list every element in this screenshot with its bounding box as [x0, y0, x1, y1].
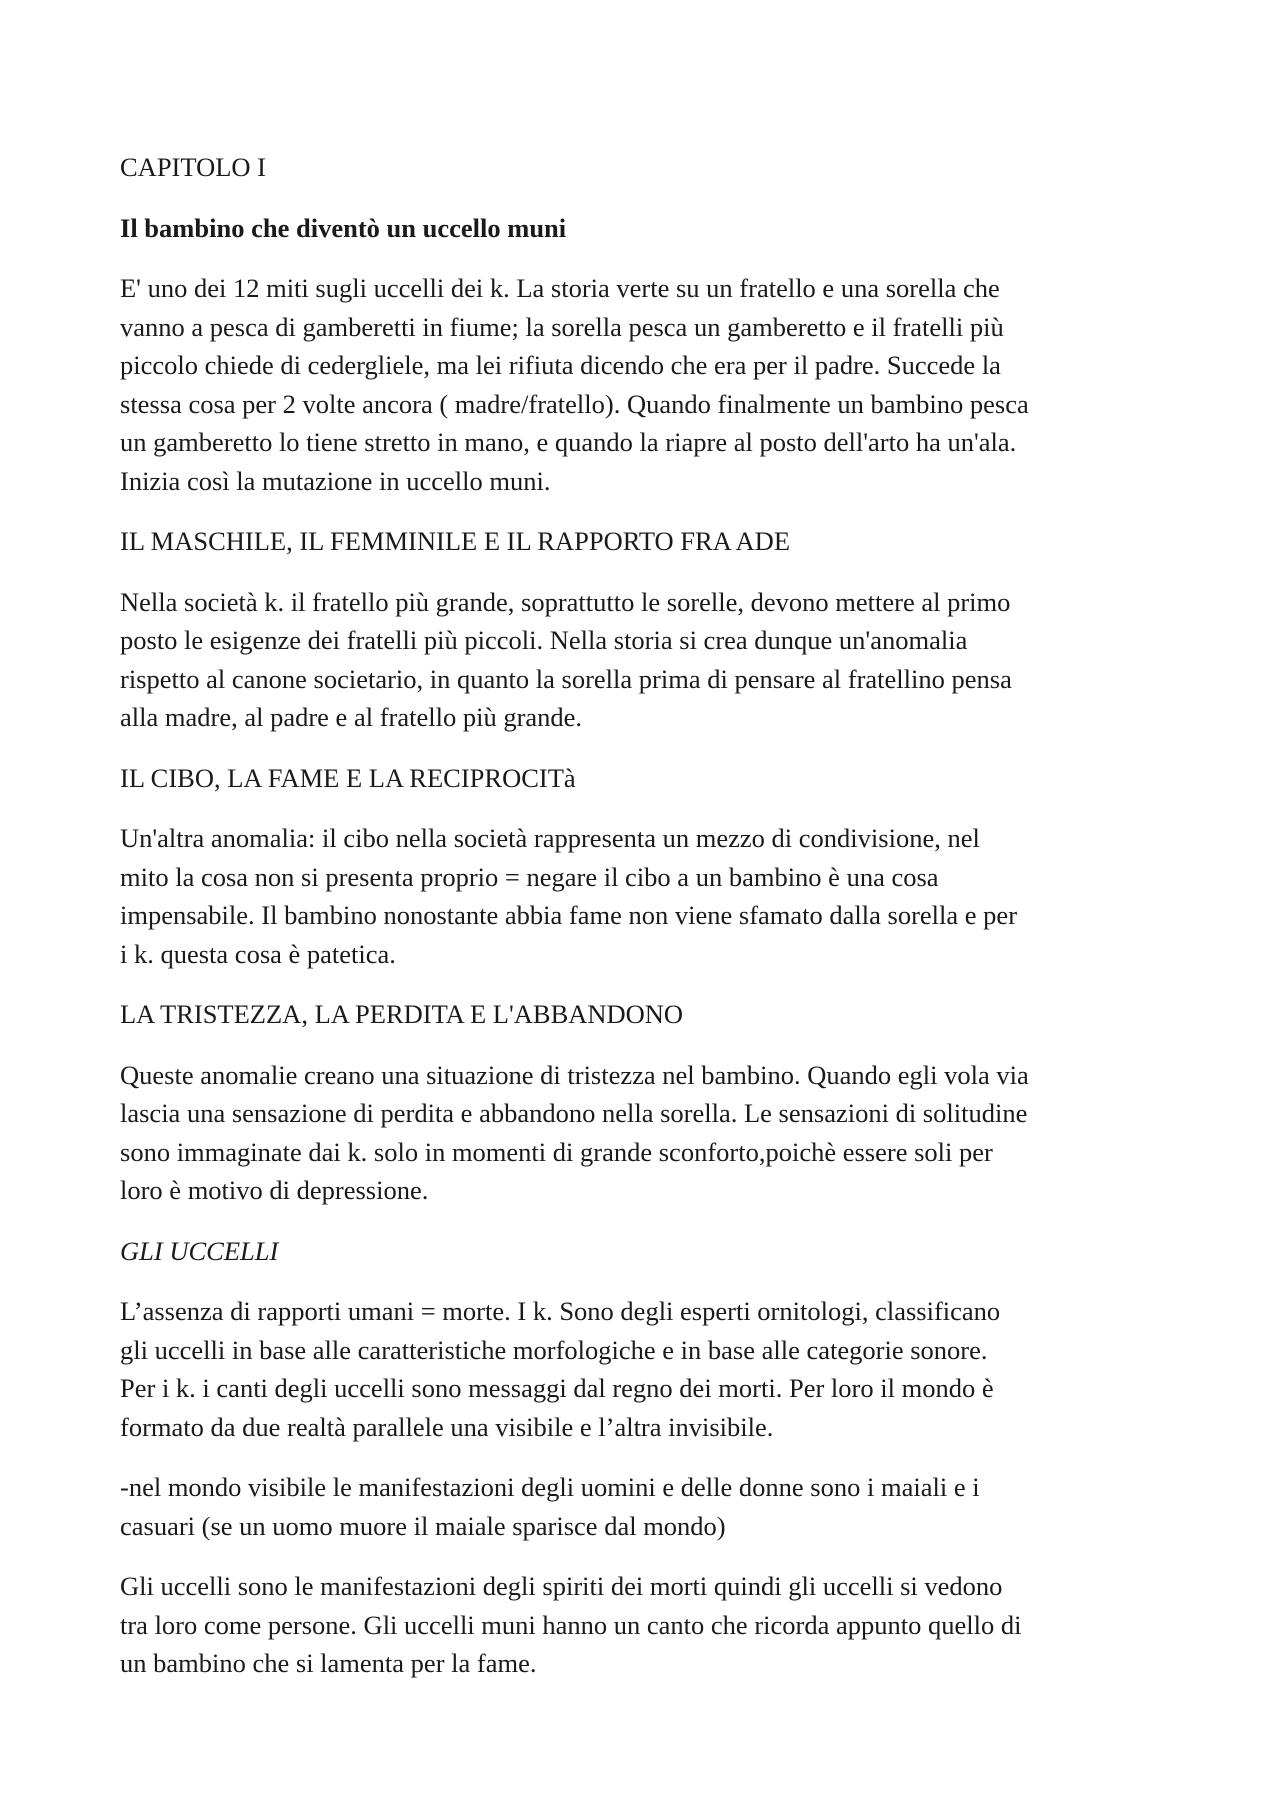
section-heading: GLI UCCELLI	[120, 1235, 279, 1266]
text-line: formato da due realtà parallele una visibile e l’altra invisibile.	[120, 1411, 774, 1442]
text-line: gli uccelli in base alle caratteristiche morfologiche e in base alle categorie sonore.	[120, 1334, 988, 1365]
text-line: tra loro come persone. Gli uccelli muni hanno un canto che ricorda appunto quello di	[120, 1609, 1022, 1640]
text-line: -nel mondo visibile le manifestazioni degli uomini e delle donne sono i maiali e i	[120, 1472, 980, 1502]
text-line: rispetto al canone societario, in quanto la sorella prima di pensare al fratellino pensa	[120, 663, 1012, 694]
text-line: loro è motivo di depressione.	[120, 1175, 429, 1205]
section-paragraph	[120, 1292, 1170, 1446]
text-line: casuari (se un uomo muore il maiale sparisce dal mondo)	[120, 1510, 726, 1541]
text-line: Queste anomalie creano una situazione di tristezza nel bambino. Quando egli vola via	[120, 1059, 1029, 1090]
text-line: impensabile. Il bambino nonostante abbia fame non viene sfamato dalla sorella e per	[120, 900, 1018, 930]
text-line: L’assenza di rapporti umani = morte. I k. Sono degli esperti ornitologi, classificano	[120, 1296, 1001, 1326]
text-line: un bambino che si lamenta per la fame.	[120, 1648, 537, 1678]
chapter-label: CAPITOLO I	[120, 152, 266, 182]
text-line: piccolo chiede di cedergliele, ma lei rifiuta dicendo che era per il padre. Succede la	[120, 350, 1001, 380]
section-heading: IL MASCHILE, IL FEMMINILE E IL RAPPORTO FRA ADE	[120, 526, 791, 556]
text-line: Gli uccelli sono le manifestazioni degli spiriti dei morti quindi gli uccelli si vedono	[120, 1571, 1003, 1601]
text-line: posto le esigenze dei fratelli più piccoli. Nella storia si crea dunque un'anomalia	[120, 625, 968, 655]
text-line: lascia una sensazione di perdita e abbandono nella sorella. Le sensazioni di solitudine	[120, 1098, 1028, 1128]
section-paragraph	[120, 819, 1170, 973]
text-line: mito la cosa non si presenta proprio = negare il cibo a un bambino è una cosa	[120, 861, 939, 892]
text-line: vanno a pesca di gamberetti in fiume; la sorella pesca un gamberetto e il fratelli più	[120, 311, 1004, 342]
section-paragraph	[120, 1056, 1170, 1210]
text-line: Nella società k. il fratello più grande, soprattutto le sorelle, devono mettere al primo	[120, 586, 1011, 617]
document-title: Il bambino che diventò un uccello muni	[120, 212, 567, 243]
text-line: Un'altra anomalia: il cibo nella società rappresenta un mezzo di condivisione, nel	[120, 823, 980, 853]
text-line: Inizia così la mutazione in uccello muni.	[120, 465, 551, 496]
text-line: un gamberetto lo tiene stretto in mano, e quando la riapre al posto dell'arto ha un'ala.	[120, 427, 1017, 457]
text-line: Per i k. i canti degli uccelli sono messaggi dal regno dei morti. Per loro il mondo è	[120, 1373, 994, 1403]
intro-paragraph	[120, 269, 1170, 500]
text-line: stessa cosa per 2 volte ancora ( madre/fratello). Quando finalmente un bambino pesca	[120, 388, 1029, 419]
section-paragraph	[120, 1567, 1170, 1683]
document-body	[120, 148, 1170, 1705]
text-line: E' uno dei 12 miti sugli uccelli dei k. La storia verte su un fratello e una sorella che	[120, 273, 1000, 303]
section-heading: LA TRISTEZZA, LA PERDITA E L'ABBANDONO	[120, 999, 684, 1029]
text-line: sono immaginate dai k. solo in momenti di grande sconforto,poichè essere soli per	[120, 1136, 993, 1167]
text-line: i k. questa cosa è patetica.	[120, 938, 396, 969]
section-paragraph	[120, 583, 1170, 737]
text-line: alla madre, al padre e al fratello più grande.	[120, 702, 583, 732]
section-heading: IL CIBO, LA FAME E LA RECIPROCITà	[120, 762, 576, 793]
section-paragraph	[120, 1468, 1170, 1545]
